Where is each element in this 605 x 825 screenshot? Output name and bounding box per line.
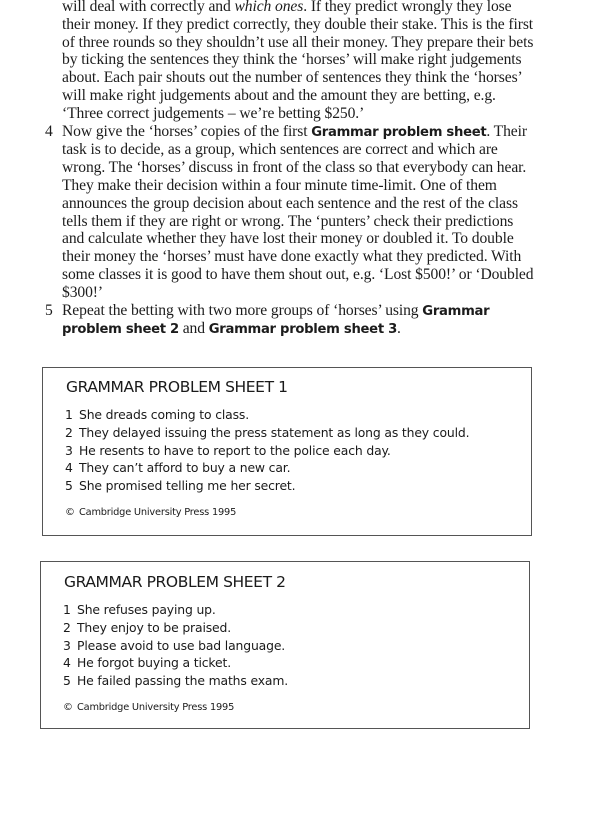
text: . Their task is to decide, as a group, which sentences are correct and which are wrong. The ‘horses’ discuss in front of the class so that everybody can hear. They make their decision within a four minute time-limit. One of them announces the group decision about each sentence and the rest of the class tells them if they are right or wrong. The ‘punters’ check their predictions and calculate whether they have lost their money or doubled it. To double their money the ‘horses’ must have done exactly what they predicted. With some classes it is good to have them shout out, e.g. ‘Lost $500!’ or ‘Doubled $300!’ (62, 122, 534, 301)
list-item (65, 477, 469, 495)
item-number: 1 (65, 407, 73, 422)
list-item (63, 654, 288, 672)
copyright-notice (63, 702, 234, 713)
instructions-text (45, 0, 537, 339)
item-text: She promised telling me her secret. (79, 478, 296, 494)
item-number: 2 (65, 424, 73, 440)
grammar-problem-sheet-2 (40, 561, 530, 729)
item-number: 2 (63, 619, 71, 635)
step-5 (45, 302, 537, 340)
text: . If they predict wrongly they lose their money. If they predict correctly, they double their stake. This is the first of three rounds so they shouldn’t use all their money. They prepare their bets by ticking the sentences they think the ‘horses’ will make right judgements about. Each pair shouts out the number of sentences they think the ‘horses’ will make right judgements about and the amount they are betting, e.g. ‘Three correct judgements – we’re betting $250.’ (62, 0, 534, 122)
item-number: 5 (63, 673, 71, 689)
step-3-continuation (45, 0, 537, 123)
list-item (63, 601, 288, 619)
list-item (65, 442, 469, 460)
text: will deal with correctly and (62, 0, 235, 15)
sheet-title: GRAMMAR PROBLEM SHEET 1 (66, 378, 288, 396)
item-number: 4 (63, 655, 71, 671)
list-item (65, 406, 469, 424)
text: Now give the ‘horses’ copies of the first (62, 122, 312, 140)
item-number: 5 (65, 478, 73, 494)
list-item (65, 459, 469, 477)
step-number: 5 (45, 301, 53, 319)
list-item (63, 619, 288, 637)
item-text: He failed passing the maths exam. (77, 673, 289, 689)
item-text: She refuses paying up. (77, 602, 216, 617)
item-number: 1 (63, 602, 71, 617)
copyright-notice (65, 507, 236, 518)
item-text: They delayed issuing the press statement as long as they could. (79, 424, 470, 440)
copyright-text: Cambridge University Press 1995 (79, 507, 237, 518)
item-text: They can’t afford to buy a new car. (79, 460, 291, 476)
list-item (65, 424, 469, 442)
copyright-text: Cambridge University Press 1995 (77, 702, 235, 713)
list-item (63, 637, 288, 655)
sentence-list (65, 406, 469, 495)
grammar-problem-sheet-1 (42, 367, 532, 536)
sentence-list (63, 601, 288, 690)
bold-reference: Grammar problem sheet (311, 124, 487, 140)
item-text: He resents to have to report to the police each day. (79, 442, 391, 458)
copyright-icon: © (63, 702, 73, 713)
item-text: He forgot buying a ticket. (77, 655, 231, 671)
item-text: They enjoy to be praised. (77, 619, 232, 635)
item-text: She dreads coming to class. (79, 407, 250, 422)
text: . (397, 320, 401, 338)
italic-text: which ones (234, 0, 304, 15)
sheet-title: GRAMMAR PROBLEM SHEET 2 (64, 573, 286, 591)
bold-reference: Grammar problem sheet 3 (208, 322, 397, 338)
text: and (178, 320, 209, 338)
item-number: 4 (65, 460, 73, 476)
step-number: 4 (45, 122, 53, 140)
step-4 (45, 123, 537, 302)
item-text: Please avoid to use bad language. (77, 637, 286, 653)
item-number: 3 (63, 637, 71, 653)
item-number: 3 (65, 442, 73, 458)
copyright-icon: © (65, 507, 75, 518)
list-item (63, 672, 288, 690)
text: Repeat the betting with two more groups of ‘horses’ using (62, 301, 423, 319)
bold-reference: Grammar problem sheet 2 (62, 303, 490, 338)
